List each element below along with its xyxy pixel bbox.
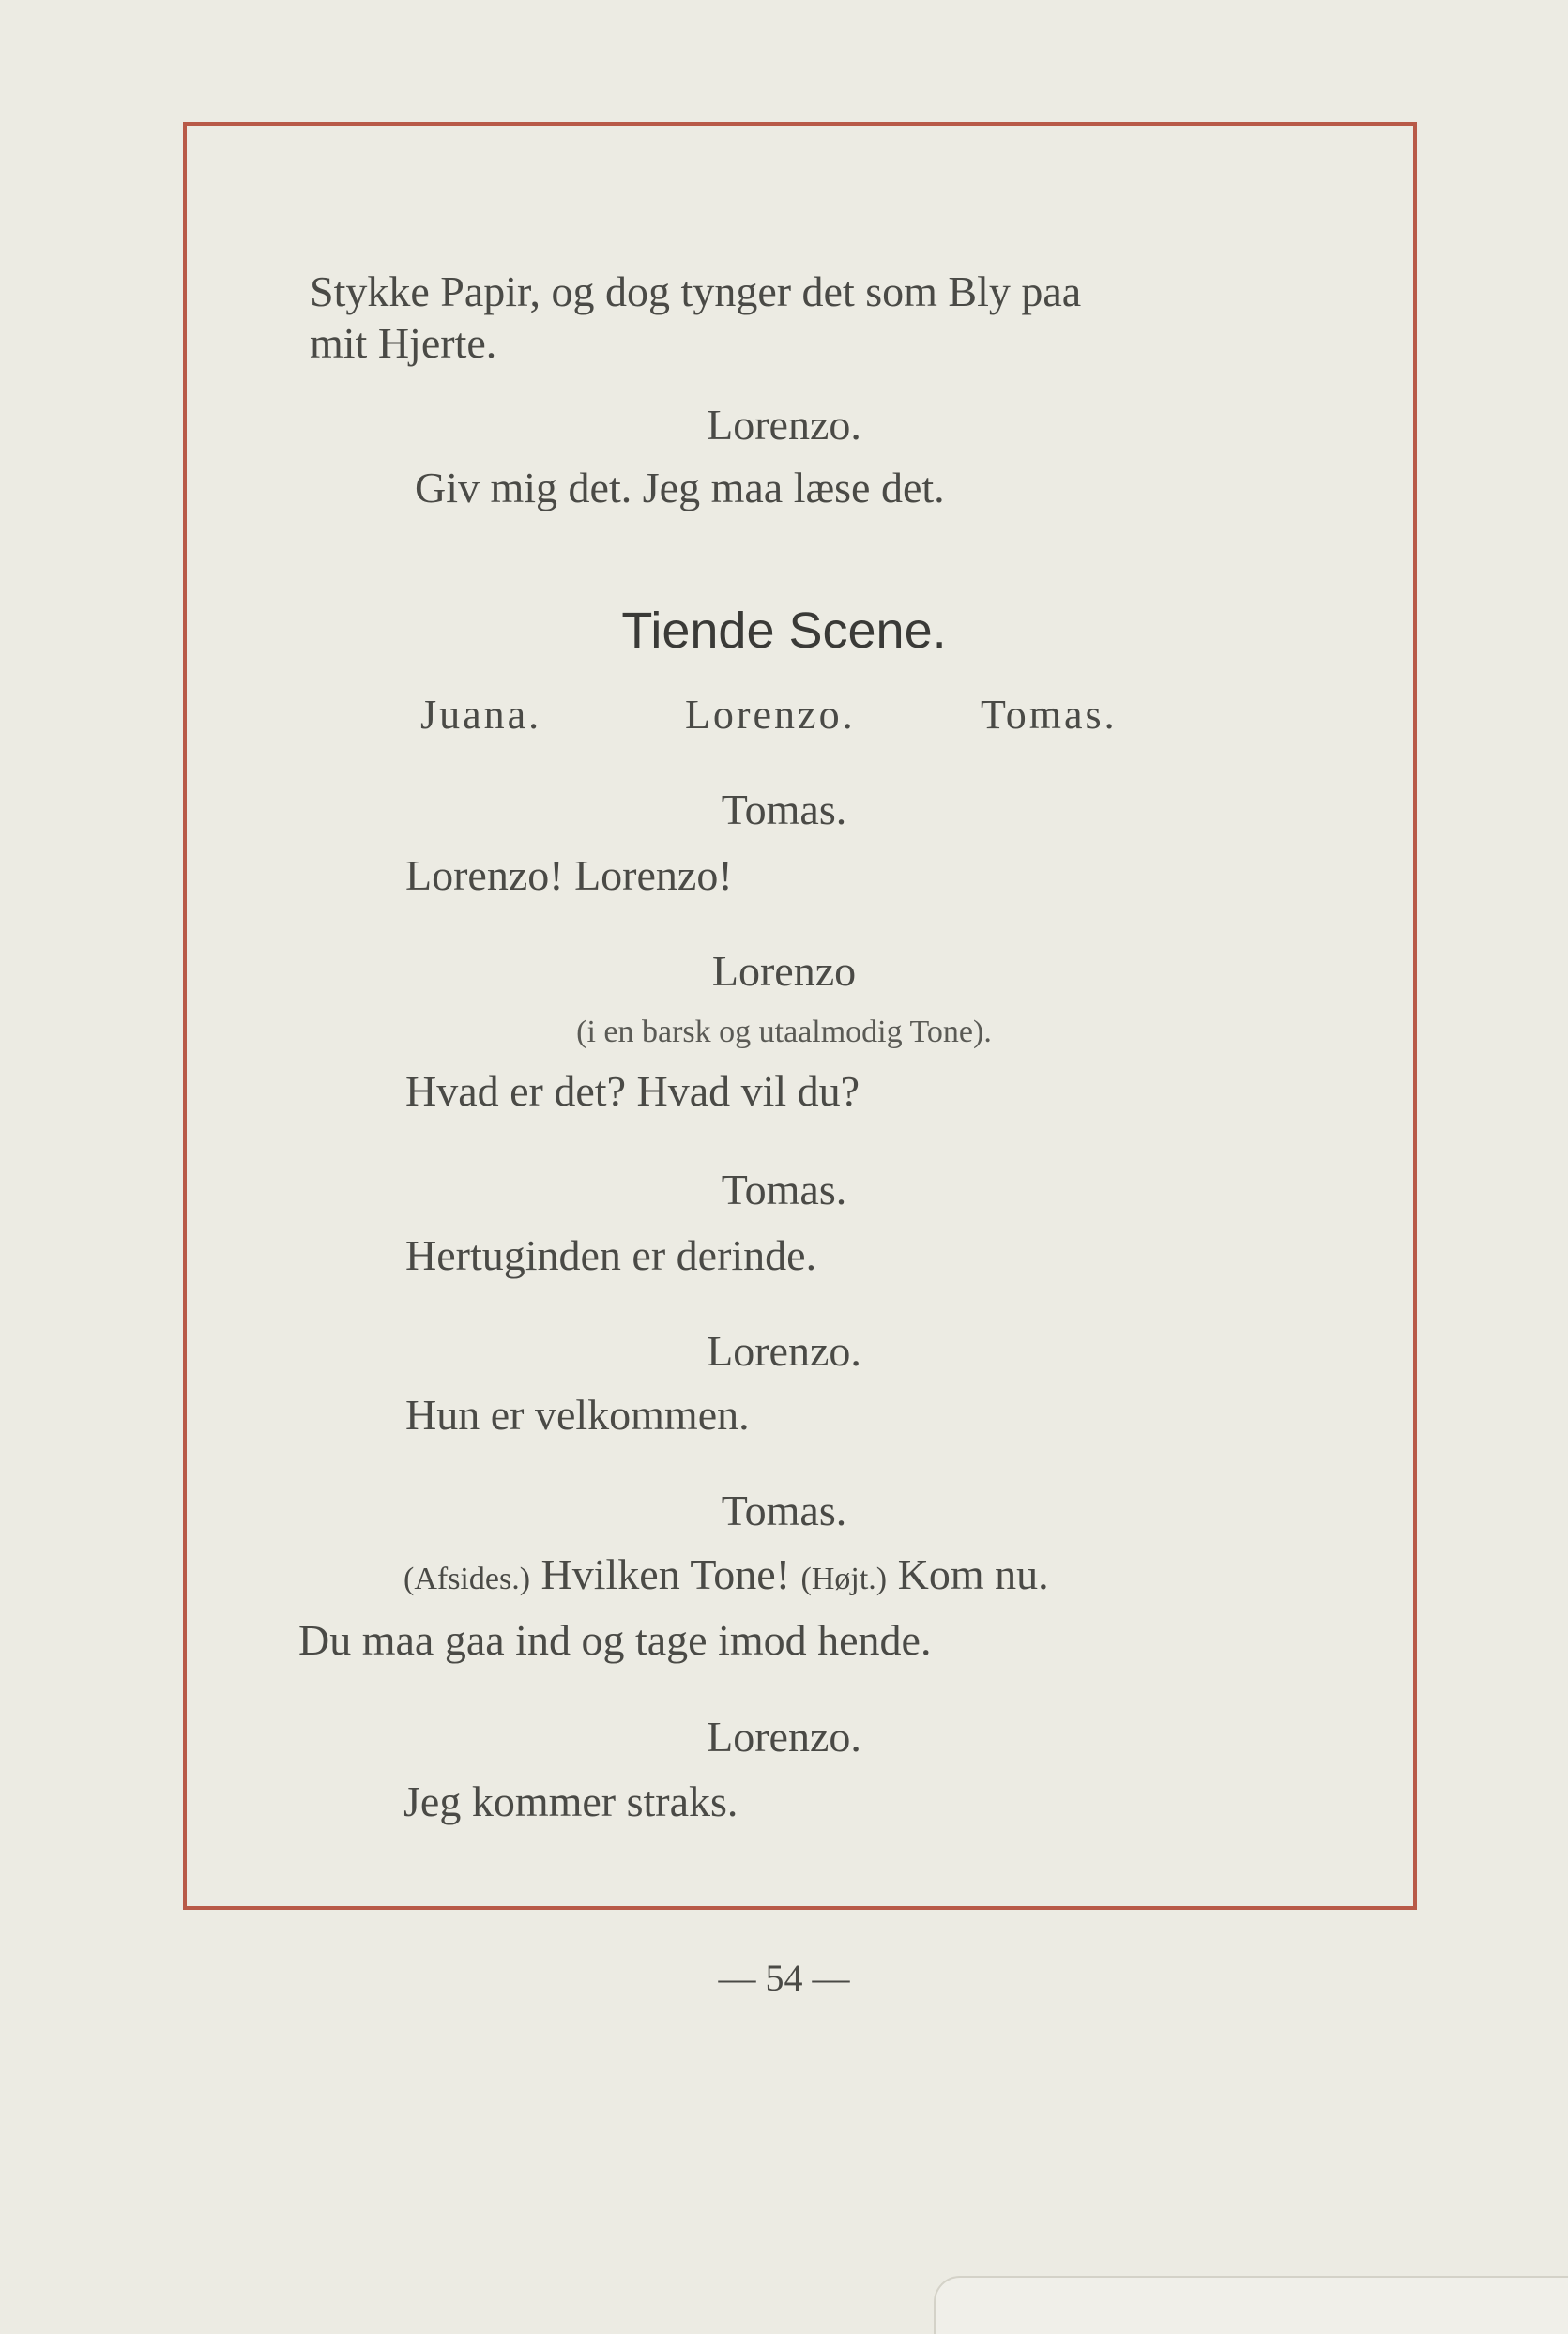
- dialogue-line: Hvad er det? Hvad vil du?: [405, 1067, 860, 1115]
- dialogue-line: Giv mig det. Jeg maa læse det.: [415, 464, 945, 511]
- cast-member-tomas: Tomas.: [981, 692, 1118, 738]
- scene-title: Tiende Scene.: [621, 603, 947, 659]
- speaker-name: Lorenzo: [711, 947, 857, 995]
- speaker-name: Tomas.: [721, 1487, 847, 1534]
- dialogue-text: Hvilken Tone!: [540, 1550, 791, 1598]
- dialogue-line: Hun er velkommen.: [405, 1391, 750, 1439]
- dialogue-text: Kom nu.: [897, 1550, 1049, 1598]
- text-line-stykke-papir: Stykke Papir, og dog tynger det som Bly paa: [310, 267, 1082, 315]
- dialogue-line-aside: [403, 1550, 1049, 1598]
- cast-member-juana: Juana.: [420, 692, 542, 738]
- speaker-name: Lorenzo.: [707, 401, 861, 449]
- text-line-mit-hjerte: mit Hjerte.: [310, 319, 497, 367]
- dialogue-line: Hertuginden er derinde.: [405, 1231, 817, 1279]
- dialogue-line: Jeg kommer straks.: [403, 1777, 738, 1825]
- stage-direction-aside: (Afsides.): [403, 1562, 531, 1596]
- cast-member-lorenzo: Lorenzo.: [685, 692, 856, 738]
- speaker-name: Lorenzo.: [707, 1713, 861, 1761]
- dialogue-line: Lorenzo! Lorenzo!: [405, 851, 733, 899]
- stage-direction-aloud: (Højt.): [800, 1562, 888, 1596]
- page-number: — 54 —: [718, 1957, 850, 1999]
- speaker-name: Tomas.: [721, 1166, 847, 1213]
- speaker-name: Lorenzo.: [707, 1327, 861, 1375]
- dialogue-line: Du maa gaa ind og tage imod hende.: [298, 1616, 932, 1664]
- speaker-name: Tomas.: [721, 786, 847, 833]
- stage-direction: (i en barsk og utaalmodig Tone).: [576, 1014, 992, 1049]
